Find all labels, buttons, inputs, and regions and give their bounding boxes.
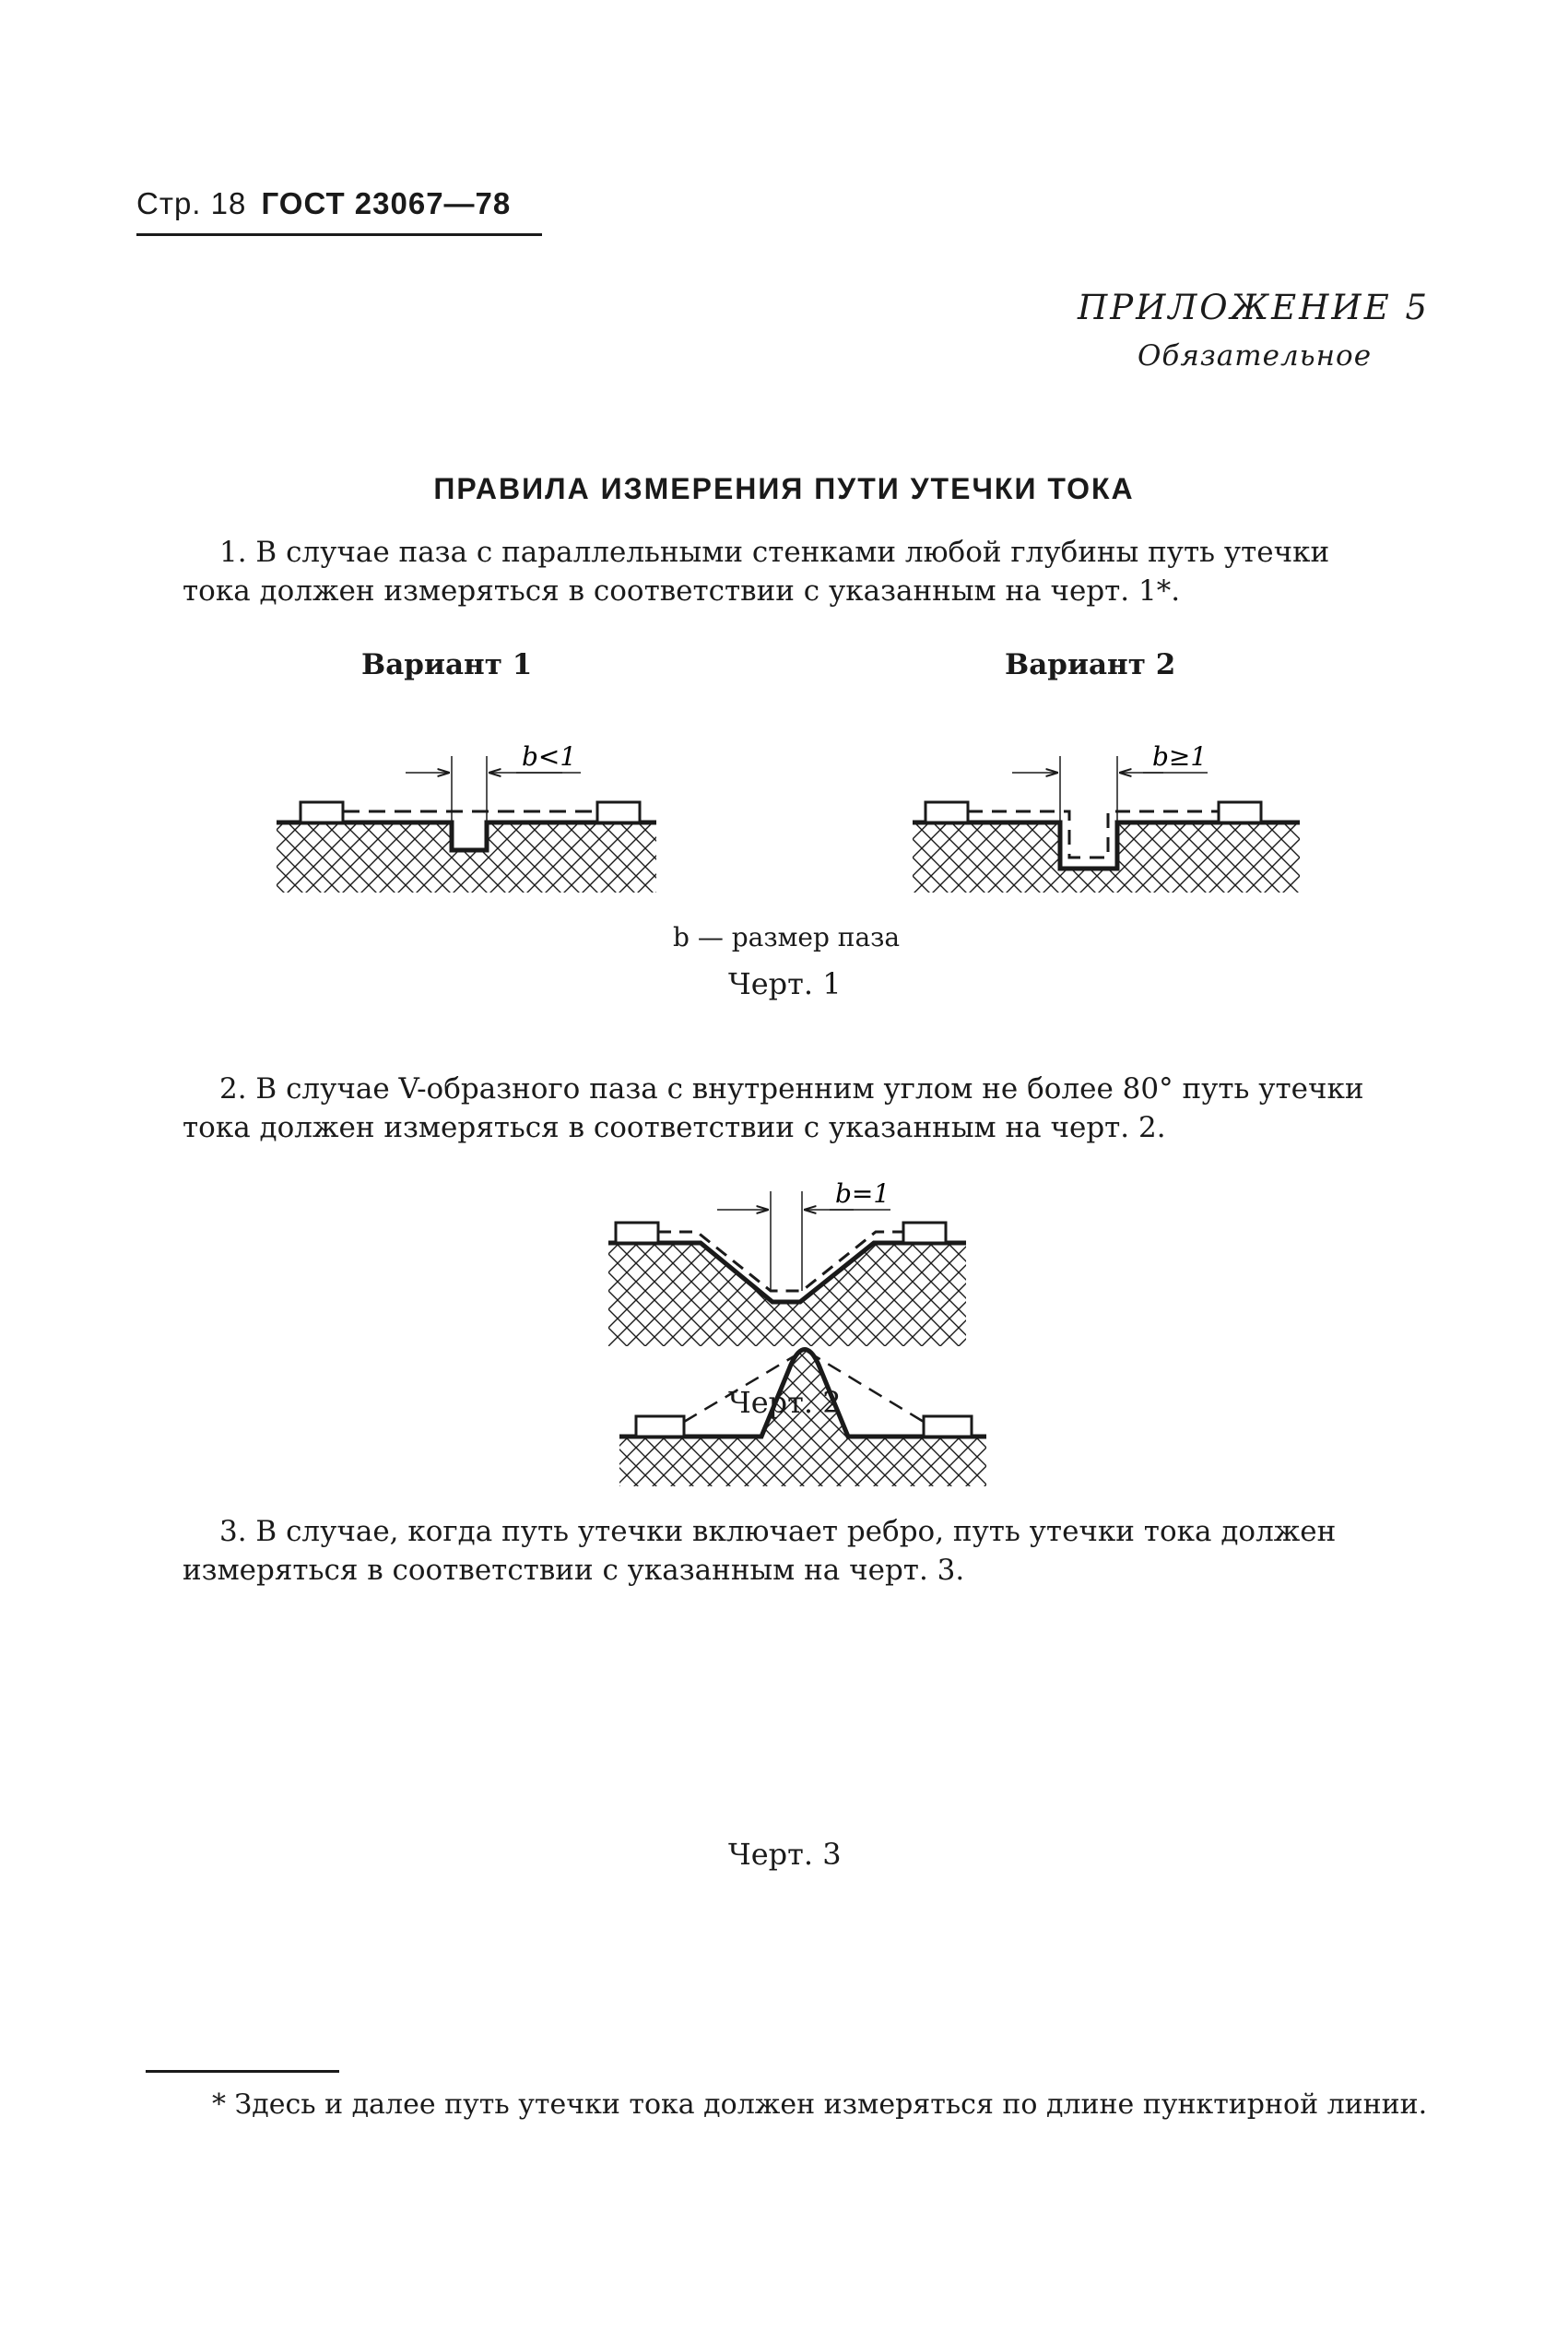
figure-1-legend: b — размер паза xyxy=(673,922,901,952)
appendix-status: Обязательное xyxy=(1138,339,1373,373)
figure-2-drawing xyxy=(608,1191,966,1346)
paragraph-2-line-2: тока должен измеряться в соответствии с указанным на черт. 2. xyxy=(183,1111,1166,1144)
figure-2-caption: Черт. 2 xyxy=(728,1385,842,1420)
figure-1-variant-2 xyxy=(913,756,1300,893)
paragraph-3 xyxy=(183,1512,1427,1590)
paragraph-3-line-2: измеряться в соответствии с указанным на черт. 3. xyxy=(183,1554,965,1587)
appendix-title: ПРИЛОЖЕНИЕ 5 xyxy=(1077,288,1430,327)
figure-2-label: b=1 xyxy=(835,1178,890,1209)
variant-2-label: Вариант 2 xyxy=(1005,648,1176,681)
footnote: * Здесь и далее путь утечки тока должен измеряться по длине пунктирной линии. xyxy=(212,2088,1428,2121)
figure-1-variant-1 xyxy=(277,756,656,893)
paragraph-1-line-1: 1. В случае паза с параллельными стенками любой глубины путь утечки xyxy=(219,536,1330,569)
paragraph-2 xyxy=(183,1070,1427,1147)
variant-1-label: Вариант 1 xyxy=(361,648,533,681)
figure-1-label-2: b≥1 xyxy=(1152,741,1208,772)
footnote-rule xyxy=(146,2070,339,2073)
figure-3-caption: Черт. 3 xyxy=(728,1837,842,1872)
paragraph-3-line-1: 3. В случае, когда путь утечки включает ребро, путь утечки тока должен xyxy=(219,1515,1337,1548)
standard-number: ГОСТ 23067—78 xyxy=(261,186,512,220)
figure-1-label-1: b<1 xyxy=(522,741,577,772)
paragraph-2-line-1: 2. В случае V-образного паза с внутренним углом не более 80° путь утечки xyxy=(219,1072,1364,1106)
page-number: Стр. 18 xyxy=(136,186,247,220)
paragraph-1-line-2: тока должен измеряться в соответствии с указанным на черт. 1*. xyxy=(183,574,1181,608)
document-title: ПРАВИЛА ИЗМЕРЕНИЯ ПУТИ УТЕЧКИ ТОКА xyxy=(433,472,1135,505)
figure-1-caption: Черт. 1 xyxy=(728,966,842,1001)
